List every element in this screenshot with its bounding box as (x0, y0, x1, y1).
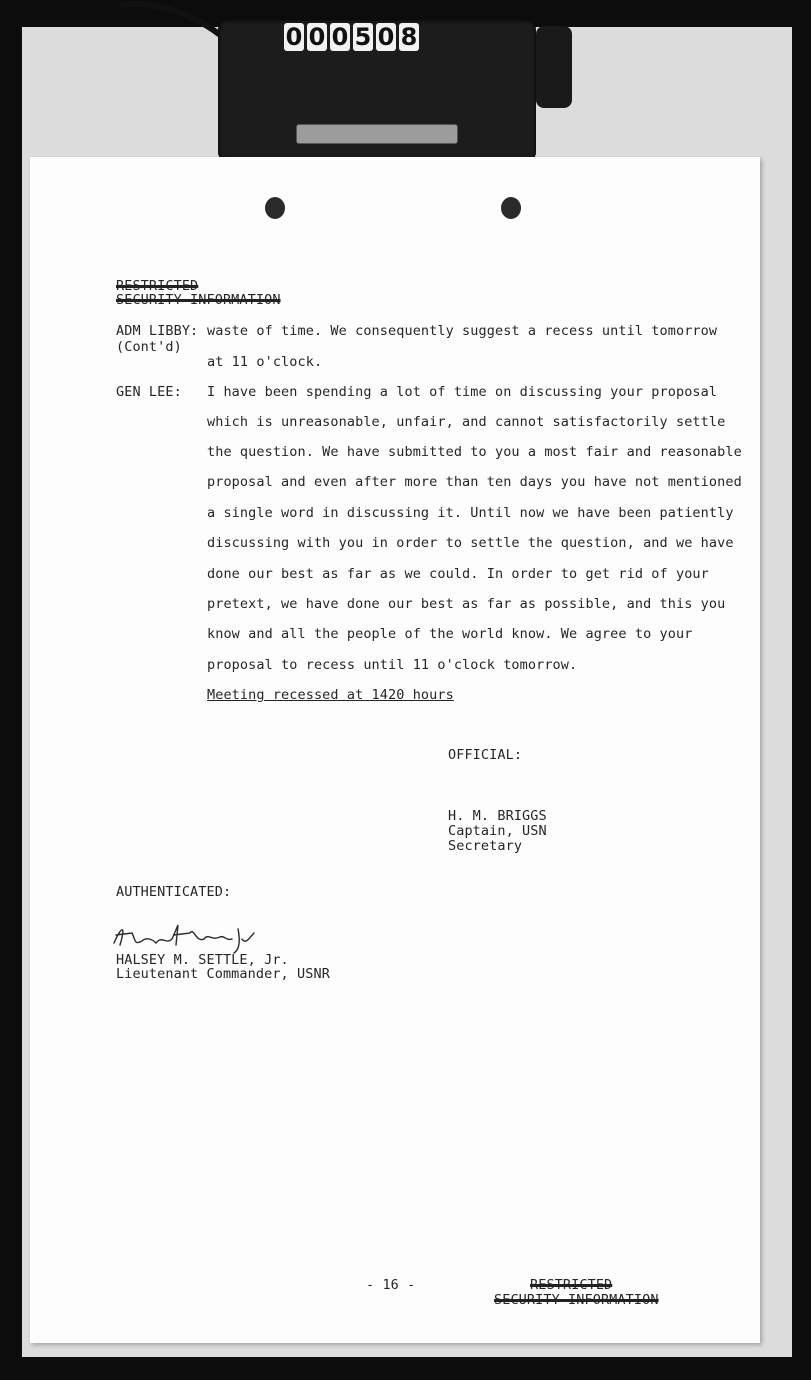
official-title: Secretary (448, 838, 523, 854)
authenticated-name: HALSEY M. SETTLE, Jr. (116, 952, 289, 968)
recess-note: Meeting recessed at 1420 hours (207, 687, 454, 703)
counter-digit: 0 (285, 23, 303, 51)
footer-classification-2: SECURITY INFORMATION (494, 1292, 659, 1308)
official-rank: Captain, USN (448, 823, 547, 839)
counter-digits (284, 23, 419, 53)
transcript-line: I have been spending a lot of time on discussing your proposal (207, 384, 718, 400)
speaker-label: GEN LEE: (116, 384, 182, 400)
counter-knob (536, 26, 572, 108)
transcript-line: waste of time. We consequently suggest a recess until tomorrow (207, 323, 718, 339)
punch-hole (501, 197, 521, 219)
counter-digit: 8 (400, 23, 418, 51)
counter-digit: 0 (377, 23, 395, 51)
transcript-line: the question. We have submitted to you a most fair and reasonable (207, 444, 742, 460)
authenticated-label: AUTHENTICATED: (116, 884, 232, 900)
counter-digit: 0 (308, 23, 326, 51)
transcript-line: a single word in discussing it. Until now we have been patiently (207, 505, 734, 521)
speaker-label: ADM LIBBY: (116, 323, 199, 339)
counter-plate (296, 124, 458, 144)
footer-classification-1: RESTRICTED (530, 1277, 613, 1293)
transcript-line: know and all the people of the world know. We agree to your (207, 626, 693, 642)
speaker-note: (Cont'd) (116, 339, 182, 355)
counter-digit: 0 (331, 23, 349, 51)
counter-digit: 5 (354, 23, 372, 51)
transcript-line: pretext, we have done our best as far as possible, and this you (207, 596, 726, 612)
authenticated-rank: Lieutenant Commander, USNR (116, 966, 330, 982)
header-classification-2: SECURITY INFORMATION (116, 292, 281, 308)
transcript-line: proposal and even after more than ten days you have not mentioned (207, 474, 742, 490)
transcript-line: which is unreasonable, unfair, and cannot satisfactorily settle (207, 414, 726, 430)
transcript-line: at 11 o'clock. (207, 354, 323, 370)
official-label: OFFICIAL: (448, 747, 523, 763)
transcript-line: discussing with you in order to settle the question, and we have (207, 535, 734, 551)
frame-counter (218, 20, 536, 162)
official-name: H. M. BRIGGS (448, 808, 547, 824)
transcript-line: done our best as far as we could. In order to get rid of your (207, 566, 709, 582)
punch-hole (265, 197, 285, 219)
header-classification-1: RESTRICTED (116, 278, 199, 294)
page-number: - 16 - (366, 1277, 416, 1293)
transcript-line: proposal to recess until 11 o'clock tomorrow. (207, 657, 578, 673)
handwritten-signature (112, 915, 262, 955)
